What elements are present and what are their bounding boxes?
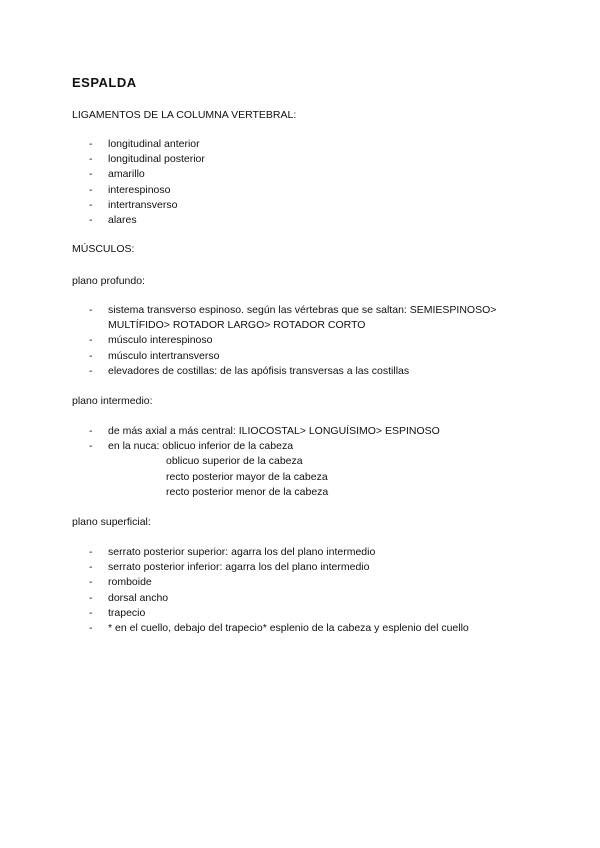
list-item: - serrato posterior inferior: agarra los del plano intermedio	[89, 561, 370, 574]
superficial-heading: plano superficial:	[72, 516, 151, 528]
profundo-heading: plano profundo:	[72, 275, 145, 287]
intermedio-list	[72, 424, 542, 500]
list-item: - elevadores de costillas: de las apófisis transversas a las costillas	[89, 364, 410, 377]
list-item: - amarillo	[89, 168, 145, 181]
profundo-list	[72, 303, 542, 379]
list-item: - en la nuca: oblicuo inferior de la cabeza oblicuo superior de la cabeza recto posterior mayor de la cabeza recto posterior menor de la cabeza	[72, 439, 542, 500]
list-item: - intertransverso	[89, 198, 178, 211]
nuca-sub-item: oblicuo superior de la cabeza	[166, 455, 303, 468]
list-item: - alares	[89, 214, 137, 227]
list-item: - músculo intertransverso	[89, 349, 220, 362]
list-item: - longitudinal anterior	[89, 138, 200, 150]
list-item: - dorsal ancho	[89, 591, 169, 604]
intermedio-heading: plano intermedio:	[72, 395, 153, 407]
nuca-sub-item: recto posterior menor de la cabeza	[166, 485, 329, 498]
list-item: - trapecio	[89, 606, 146, 619]
list-item: - sistema transverso espinoso. según las vértebras que se saltan: SEMIESPINOSO> MULTÍFIDO> ROTADOR LARGO> ROTADOR CORTO	[89, 304, 497, 332]
superficial-list	[72, 545, 542, 636]
page-title: ESPALDA	[72, 75, 137, 90]
list-item: - longitudinal posterior	[89, 153, 205, 166]
list-item: - interespinoso	[89, 183, 171, 196]
ligamentos-list	[72, 137, 542, 228]
list-item: - romboide	[89, 576, 152, 589]
nuca-sub-item: recto posterior mayor de la cabeza	[166, 470, 328, 483]
ligamentos-heading: LIGAMENTOS DE LA COLUMNA VERTEBRAL:	[72, 109, 297, 121]
musculos-heading: MÚSCULOS:	[72, 243, 135, 255]
list-item: - de más axial a más central: ILIOCOSTAL> LONGUÍSIMO> ESPINOSO	[89, 425, 440, 437]
list-item: - * en el cuello, debajo del trapecio* esplenio de la cabeza y esplenio del cuello	[89, 622, 469, 635]
list-item: - músculo interespinoso	[89, 334, 213, 347]
list-item: - serrato posterior superior: agarra los del plano intermedio	[89, 546, 376, 558]
